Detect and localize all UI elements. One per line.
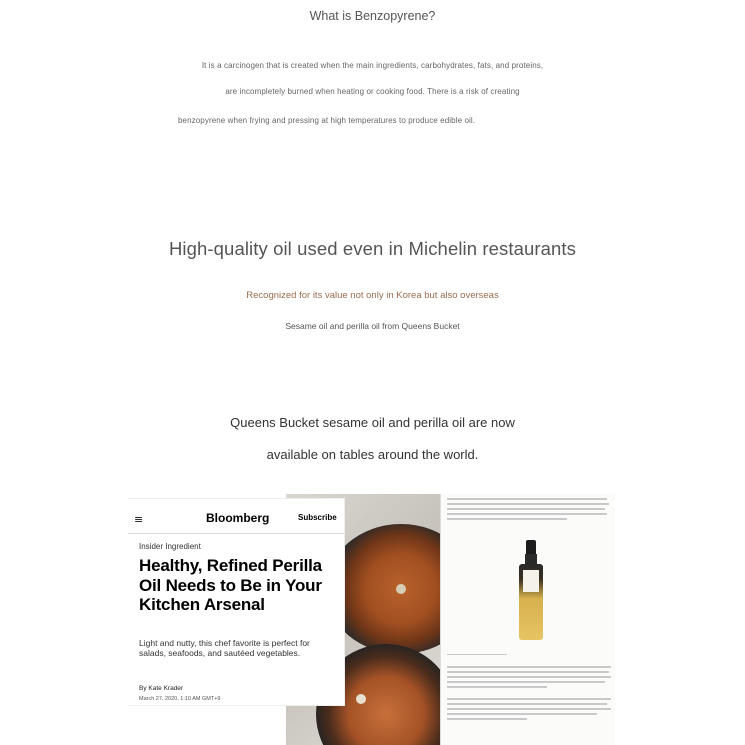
press-collage-image [128,494,615,745]
article-text-line [447,676,611,678]
article-text-line [447,713,597,715]
bowl-top [326,524,446,654]
article-text-line [447,513,607,515]
garnish [396,584,406,594]
bloomberg-header [128,499,344,534]
paragraph-line-3: benzopyrene when frying and pressing at high temperatures to produce edible oil. [178,116,476,125]
article-category: Insider Ingredient [139,542,201,551]
article-text-line [447,681,605,683]
article-text-line [447,518,567,520]
article-text-line [447,671,609,673]
article-text-line [447,508,605,510]
article-date: March 27, 2020, 1:10 AM GMT+9 [139,696,221,702]
overseas-subtitle: Recognized for its value not only in Korea but also overseas [246,290,499,301]
article-text-line [447,503,609,505]
section-heading: What is Benzopyrene? [309,9,436,23]
paragraph-line-2: are incompletely burned when heating or cooking food. There is a risk of creating [225,87,520,96]
article-text-line [447,698,611,700]
bloomberg-logo: Bloomberg [206,511,270,525]
article-page-photo [440,494,615,745]
article-byline: By Kate Krader [139,685,184,692]
garnish [356,694,366,704]
article-title: Healthy, Refined Perilla Oil Needs to Be in Your Kitchen Arsenal [139,556,322,614]
article-caption-line [447,654,507,655]
article-text-line [447,718,527,720]
subscribe-link: Subscribe [298,513,337,522]
worldwide-line-1: Queens Bucket sesame oil and perilla oil are now [230,415,515,430]
article-text-line [447,666,611,668]
product-caption: Sesame oil and perilla oil from Queens Bucket [285,321,460,331]
oil-bottle [519,540,543,640]
bloomberg-article-card [128,499,344,705]
worldwide-line-2: available on tables around the world. [266,447,479,462]
paragraph-line-1: It is a carcinogen that is created when the main ingredients, carbohydrates, fats, and proteins, [201,61,544,70]
article-dek: Light and nutty, this chef favorite is perfect for salads, seafoods, and sautéed vegetables. [139,638,310,658]
article-text-line [447,498,607,500]
article-text-line [447,708,611,710]
article-text-line [447,703,607,705]
menu-icon: ≡ [134,513,144,526]
article-text-line [447,686,547,688]
michelin-title: High-quality oil used even in Michelin restaurants [168,238,577,259]
